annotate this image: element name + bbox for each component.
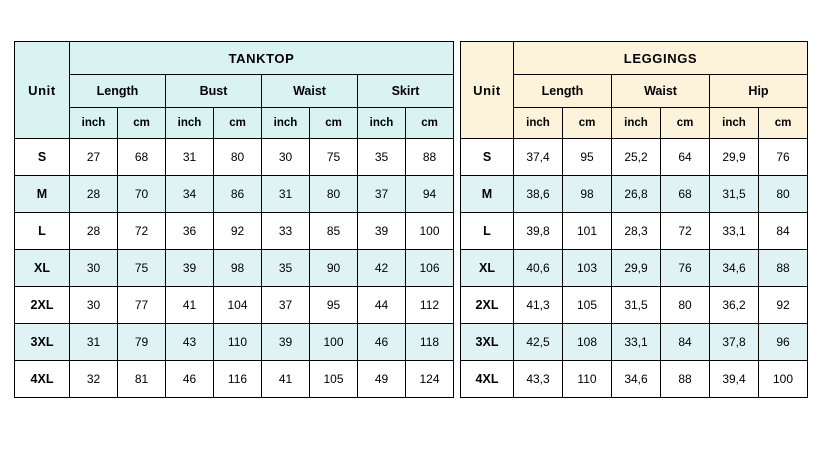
leggings-size-label: 2XL [461,287,514,324]
tanktop-cell: 36 [166,213,214,250]
tanktop-cell: 75 [310,139,358,176]
tanktop-title: TANKTOP [70,42,454,75]
tanktop-cell: 43 [166,324,214,361]
tanktop-size-label: S [15,139,70,176]
tanktop-size-table [14,41,454,398]
tanktop-cell: 95 [310,287,358,324]
tanktop-group-skirt: Skirt [358,75,454,108]
table-row [461,361,808,398]
tanktop-cell: 100 [406,213,454,250]
leggings-subheader-hip-cm: cm [759,108,808,139]
leggings-cell: 80 [661,287,710,324]
tanktop-group-row [15,75,454,108]
leggings-cell: 101 [563,213,612,250]
table-row [15,287,454,324]
leggings-cell: 40,6 [514,250,563,287]
leggings-cell: 43,3 [514,361,563,398]
leggings-cell: 37,4 [514,139,563,176]
leggings-cell: 39,4 [710,361,759,398]
leggings-cell: 100 [759,361,808,398]
tanktop-cell: 39 [262,324,310,361]
tanktop-cell: 32 [70,361,118,398]
tanktop-cell: 110 [214,324,262,361]
leggings-cell: 103 [563,250,612,287]
tanktop-cell: 116 [214,361,262,398]
tanktop-cell: 104 [214,287,262,324]
leggings-title: LEGGINGS [514,42,808,75]
leggings-cell: 34,6 [710,250,759,287]
leggings-subheader-length-inch: inch [514,108,563,139]
leggings-cell: 33,1 [612,324,661,361]
leggings-cell: 34,6 [612,361,661,398]
tanktop-cell: 80 [214,139,262,176]
leggings-cell: 28,3 [612,213,661,250]
leggings-cell: 88 [661,361,710,398]
tanktop-cell: 79 [118,324,166,361]
leggings-subheader-waist-cm: cm [661,108,710,139]
tanktop-cell: 46 [358,324,406,361]
table-row [461,250,808,287]
tanktop-size-label: L [15,213,70,250]
table-row [15,176,454,213]
tanktop-cell: 72 [118,213,166,250]
leggings-cell: 68 [661,176,710,213]
leggings-subheader-hip-inch: inch [710,108,759,139]
leggings-cell: 39,8 [514,213,563,250]
tanktop-size-label: M [15,176,70,213]
leggings-title-row [461,42,808,75]
tanktop-cell: 75 [118,250,166,287]
tanktop-cell: 98 [214,250,262,287]
tanktop-cell: 28 [70,176,118,213]
table-row [461,213,808,250]
tanktop-subheader-skirt-cm: cm [406,108,454,139]
leggings-cell: 80 [759,176,808,213]
tanktop-size-label: XL [15,250,70,287]
tanktop-cell: 90 [310,250,358,287]
leggings-cell: 33,1 [710,213,759,250]
leggings-cell: 64 [661,139,710,176]
leggings-cell: 26,8 [612,176,661,213]
leggings-size-label: M [461,176,514,213]
tanktop-unit-header: Unit [15,42,70,139]
tanktop-table-head [15,42,454,139]
leggings-cell: 29,9 [710,139,759,176]
tanktop-cell: 94 [406,176,454,213]
table-row [15,250,454,287]
tanktop-cell: 85 [310,213,358,250]
tanktop-cell: 31 [166,139,214,176]
tanktop-cell: 68 [118,139,166,176]
tanktop-cell: 42 [358,250,406,287]
leggings-cell: 96 [759,324,808,361]
tanktop-cell: 41 [166,287,214,324]
tanktop-group-bust: Bust [166,75,262,108]
table-row [15,139,454,176]
leggings-cell: 95 [563,139,612,176]
tanktop-cell: 100 [310,324,358,361]
tanktop-cell: 86 [214,176,262,213]
tanktop-group-waist: Waist [262,75,358,108]
leggings-unit-header: Unit [461,42,514,139]
tanktop-cell: 39 [358,213,406,250]
tanktop-cell: 30 [262,139,310,176]
tanktop-group-length: Length [70,75,166,108]
leggings-cell: 84 [759,213,808,250]
leggings-cell: 108 [563,324,612,361]
tanktop-cell: 77 [118,287,166,324]
leggings-subheader-row [461,108,808,139]
tanktop-cell: 81 [118,361,166,398]
leggings-cell: 41,3 [514,287,563,324]
tanktop-cell: 37 [358,176,406,213]
tanktop-cell: 30 [70,250,118,287]
tanktop-cell: 35 [358,139,406,176]
tanktop-cell: 80 [310,176,358,213]
leggings-group-hip: Hip [710,75,808,108]
leggings-cell: 84 [661,324,710,361]
table-row [15,361,454,398]
tanktop-cell: 106 [406,250,454,287]
tanktop-cell: 70 [118,176,166,213]
leggings-cell: 38,6 [514,176,563,213]
tanktop-cell: 88 [406,139,454,176]
tanktop-cell: 41 [262,361,310,398]
leggings-cell: 110 [563,361,612,398]
leggings-cell: 92 [759,287,808,324]
tanktop-subheader-length-inch: inch [70,108,118,139]
tanktop-cell: 28 [70,213,118,250]
tanktop-cell: 34 [166,176,214,213]
leggings-group-waist: Waist [612,75,710,108]
tanktop-cell: 105 [310,361,358,398]
leggings-group-length: Length [514,75,612,108]
tanktop-cell: 35 [262,250,310,287]
tanktop-cell: 30 [70,287,118,324]
tanktop-title-row [15,42,454,75]
leggings-size-label: XL [461,250,514,287]
leggings-cell: 105 [563,287,612,324]
leggings-cell: 37,8 [710,324,759,361]
table-row [15,213,454,250]
tanktop-cell: 124 [406,361,454,398]
tanktop-subheader-skirt-inch: inch [358,108,406,139]
tanktop-cell: 92 [214,213,262,250]
table-row [461,324,808,361]
tanktop-subheader-bust-inch: inch [166,108,214,139]
table-row [15,324,454,361]
leggings-cell: 31,5 [612,287,661,324]
tanktop-subheader-row [15,108,454,139]
leggings-cell: 76 [759,139,808,176]
leggings-cell: 88 [759,250,808,287]
leggings-cell: 72 [661,213,710,250]
leggings-cell: 42,5 [514,324,563,361]
table-row [461,287,808,324]
leggings-cell: 98 [563,176,612,213]
leggings-cell: 76 [661,250,710,287]
tanktop-cell: 44 [358,287,406,324]
table-row [461,139,808,176]
table-row [461,176,808,213]
leggings-size-label: 4XL [461,361,514,398]
leggings-size-label: S [461,139,514,176]
leggings-subheader-length-cm: cm [563,108,612,139]
size-charts-container [14,41,808,398]
tanktop-cell: 118 [406,324,454,361]
leggings-table-head [461,42,808,139]
leggings-size-table [460,41,808,398]
leggings-cell: 31,5 [710,176,759,213]
tanktop-size-label: 3XL [15,324,70,361]
leggings-size-label: L [461,213,514,250]
tanktop-cell: 39 [166,250,214,287]
tanktop-size-label: 2XL [15,287,70,324]
tanktop-cell: 31 [262,176,310,213]
tanktop-table-body [15,139,454,398]
tanktop-cell: 33 [262,213,310,250]
tanktop-size-label: 4XL [15,361,70,398]
leggings-size-label: 3XL [461,324,514,361]
leggings-cell: 36,2 [710,287,759,324]
tanktop-subheader-length-cm: cm [118,108,166,139]
tanktop-cell: 31 [70,324,118,361]
tanktop-cell: 49 [358,361,406,398]
tanktop-cell: 27 [70,139,118,176]
tanktop-subheader-bust-cm: cm [214,108,262,139]
tanktop-cell: 46 [166,361,214,398]
leggings-subheader-waist-inch: inch [612,108,661,139]
leggings-cell: 29,9 [612,250,661,287]
leggings-cell: 25,2 [612,139,661,176]
tanktop-cell: 37 [262,287,310,324]
tanktop-cell: 112 [406,287,454,324]
tanktop-subheader-waist-cm: cm [310,108,358,139]
tanktop-subheader-waist-inch: inch [262,108,310,139]
leggings-table-body [461,139,808,398]
leggings-group-row [461,75,808,108]
